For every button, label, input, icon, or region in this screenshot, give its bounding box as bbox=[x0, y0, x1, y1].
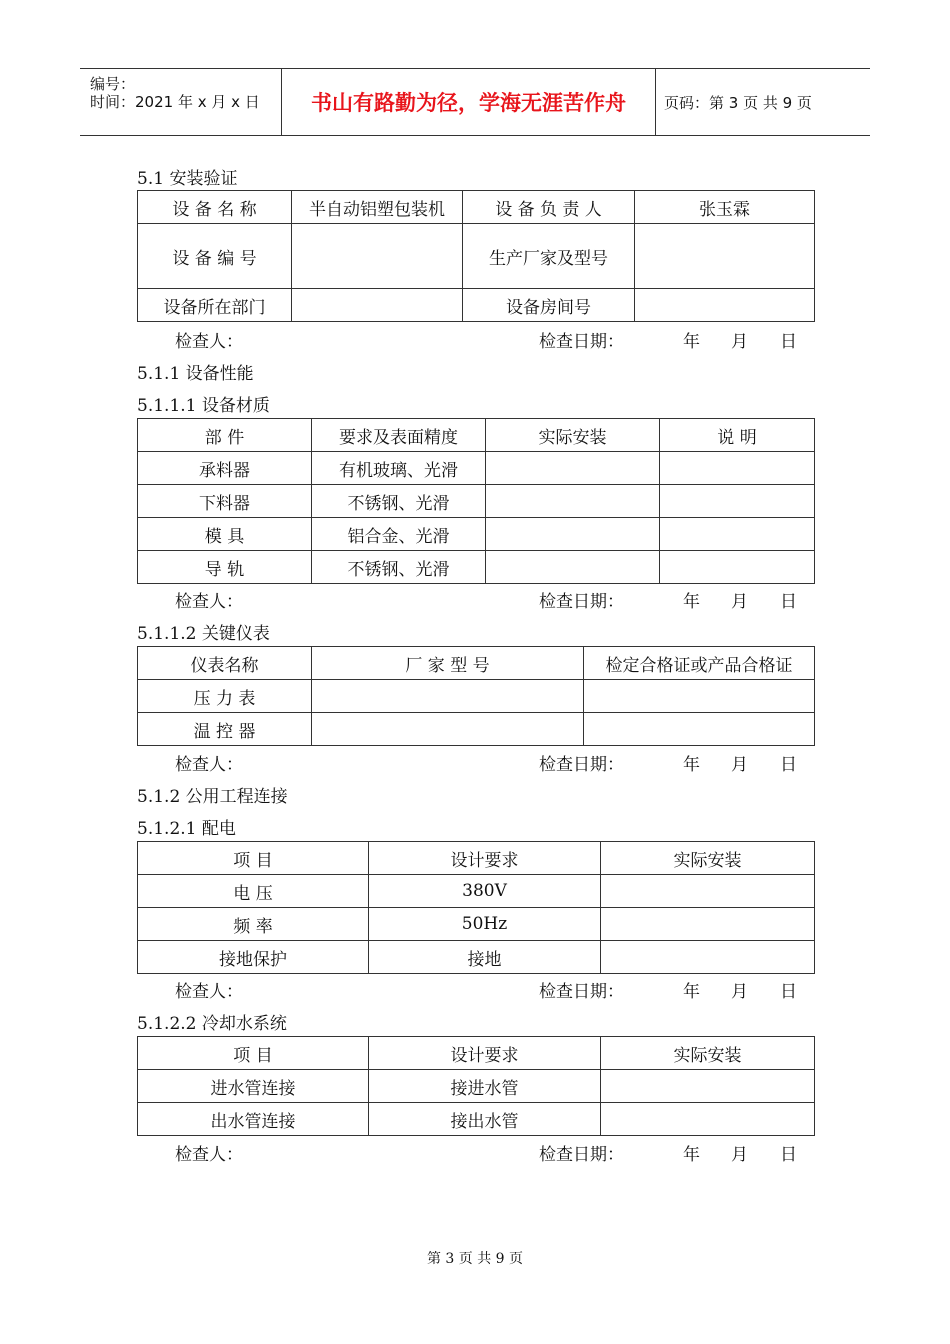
time-label: 时间：2021 年 x 月 x 日 bbox=[90, 93, 260, 111]
table-cell: 模 具 bbox=[138, 518, 312, 551]
inspection-date-label: 检查日期： bbox=[539, 1145, 624, 1165]
table-cell bbox=[601, 941, 815, 974]
table-cell: 接地保护 bbox=[138, 941, 369, 974]
table-cell: 生产厂家及型号 bbox=[463, 224, 635, 289]
month-label: 月 bbox=[731, 755, 748, 775]
table-cell bbox=[486, 518, 660, 551]
inspector-label: 检查人： bbox=[175, 332, 243, 352]
inspector-line bbox=[137, 977, 814, 1002]
table-cell bbox=[312, 713, 584, 746]
table-cell bbox=[601, 1070, 815, 1103]
table-cell bbox=[635, 224, 815, 289]
page-header bbox=[80, 68, 870, 136]
inspector-label: 检查人： bbox=[175, 592, 243, 612]
section-title-5-1-2-1: 5.1.2.1 配电 bbox=[137, 819, 236, 839]
table-cell: 半自动铝塑包装机 bbox=[292, 191, 463, 224]
table-row bbox=[138, 1070, 815, 1103]
table-cell: 接进水管 bbox=[369, 1070, 601, 1103]
section-title-5-1: 5.1 安装验证 bbox=[137, 169, 238, 189]
table-cell: 接出水管 bbox=[369, 1103, 601, 1136]
table-header-row bbox=[138, 647, 815, 680]
table-cell: 压 力 表 bbox=[138, 680, 312, 713]
instrument-table bbox=[137, 646, 815, 746]
year-label: 年 bbox=[683, 1145, 700, 1165]
table-row bbox=[138, 908, 815, 941]
table-cell bbox=[601, 875, 815, 908]
table-header-cell: 项 目 bbox=[138, 1037, 369, 1070]
table-cell: 设 备 名 称 bbox=[138, 191, 292, 224]
number-label: 编号： bbox=[90, 75, 136, 93]
table-cell bbox=[635, 289, 815, 322]
table-row bbox=[138, 289, 815, 322]
table-cell bbox=[601, 1103, 815, 1136]
day-label: 日 bbox=[780, 982, 797, 1002]
table-header-row bbox=[138, 842, 815, 875]
inspector-line bbox=[137, 327, 814, 352]
table-cell: 380V bbox=[369, 875, 601, 908]
table-header-cell: 说 明 bbox=[660, 419, 815, 452]
month-label: 月 bbox=[731, 592, 748, 612]
table-cell: 频 率 bbox=[138, 908, 369, 941]
section-title-5-1-2: 5.1.2 公用工程连接 bbox=[137, 787, 288, 807]
table-cell: 不锈钢、光滑 bbox=[312, 485, 486, 518]
day-label: 日 bbox=[780, 1145, 797, 1165]
table-header-cell: 实际安装 bbox=[486, 419, 660, 452]
table-cell bbox=[584, 713, 815, 746]
inspector-line bbox=[137, 750, 814, 775]
table-cell: 温 控 器 bbox=[138, 713, 312, 746]
table-cell: 有机玻璃、光滑 bbox=[312, 452, 486, 485]
table-cell bbox=[601, 908, 815, 941]
inspector-label: 检查人： bbox=[175, 1145, 243, 1165]
month-label: 月 bbox=[731, 332, 748, 352]
table-header-cell: 设计要求 bbox=[369, 1037, 601, 1070]
table-cell bbox=[660, 485, 815, 518]
table-cell: 不锈钢、光滑 bbox=[312, 551, 486, 584]
table-header-cell: 检定合格证或产品合格证 bbox=[584, 647, 815, 680]
table-cell bbox=[292, 224, 463, 289]
day-label: 日 bbox=[780, 332, 797, 352]
header-meta bbox=[80, 69, 282, 135]
header-page-info: 页码：第 3 页 共 9 页 bbox=[664, 93, 812, 112]
table-row bbox=[138, 680, 815, 713]
year-label: 年 bbox=[683, 592, 700, 612]
table-header-row bbox=[138, 419, 815, 452]
table-cell bbox=[660, 551, 815, 584]
month-label: 月 bbox=[731, 1145, 748, 1165]
table-cell bbox=[486, 551, 660, 584]
day-label: 日 bbox=[780, 592, 797, 612]
table-row bbox=[138, 713, 815, 746]
table-cell bbox=[312, 680, 584, 713]
page-footer: 第 3 页 共 9 页 bbox=[426, 1251, 524, 1267]
table-header-cell: 项 目 bbox=[138, 842, 369, 875]
table-header-cell: 要求及表面精度 bbox=[312, 419, 486, 452]
table-row bbox=[138, 875, 815, 908]
section-title-5-1-1-2: 5.1.1.2 关键仪表 bbox=[137, 624, 270, 644]
table-cell: 出水管连接 bbox=[138, 1103, 369, 1136]
year-label: 年 bbox=[683, 755, 700, 775]
table-header-cell: 厂 家 型 号 bbox=[312, 647, 584, 680]
table-cell: 设备房间号 bbox=[463, 289, 635, 322]
inspection-date-label: 检查日期： bbox=[539, 755, 624, 775]
table-cell: 下料器 bbox=[138, 485, 312, 518]
table-cell bbox=[660, 452, 815, 485]
inspection-date-label: 检查日期： bbox=[539, 982, 624, 1002]
material-table bbox=[137, 418, 815, 584]
table-row bbox=[138, 1103, 815, 1136]
table-cell: 设 备 编 号 bbox=[138, 224, 292, 289]
section-title-5-1-1: 5.1.1 设备性能 bbox=[137, 364, 254, 384]
inspector-line bbox=[137, 1140, 814, 1165]
table-cell: 接地 bbox=[369, 941, 601, 974]
table-row bbox=[138, 551, 815, 584]
table-row bbox=[138, 191, 815, 224]
table-header-cell: 仪表名称 bbox=[138, 647, 312, 680]
table-cell: 50Hz bbox=[369, 908, 601, 941]
table-cell bbox=[486, 485, 660, 518]
equipment-info-table bbox=[137, 190, 815, 322]
year-label: 年 bbox=[683, 982, 700, 1002]
table-header-cell: 设计要求 bbox=[369, 842, 601, 875]
table-cell: 铝合金、光滑 bbox=[312, 518, 486, 551]
day-label: 日 bbox=[780, 755, 797, 775]
header-motto: 书山有路勤为径，学海无涯苦作舟 bbox=[282, 69, 656, 135]
table-row bbox=[138, 941, 815, 974]
table-cell: 设备所在部门 bbox=[138, 289, 292, 322]
inspector-label: 检查人： bbox=[175, 755, 243, 775]
table-cell bbox=[660, 518, 815, 551]
power-table bbox=[137, 841, 815, 974]
section-title-5-1-2-2: 5.1.2.2 冷却水系统 bbox=[137, 1014, 287, 1034]
table-cell: 电 压 bbox=[138, 875, 369, 908]
table-header-cell: 实际安装 bbox=[601, 842, 815, 875]
table-row bbox=[138, 452, 815, 485]
table-cell bbox=[584, 680, 815, 713]
year-label: 年 bbox=[683, 332, 700, 352]
table-header-cell: 实际安装 bbox=[601, 1037, 815, 1070]
table-row bbox=[138, 518, 815, 551]
section-title-5-1-1-1: 5.1.1.1 设备材质 bbox=[137, 396, 270, 416]
inspection-date-label: 检查日期： bbox=[539, 332, 624, 352]
cooling-water-table bbox=[137, 1036, 815, 1136]
table-cell bbox=[486, 452, 660, 485]
inspector-line bbox=[137, 587, 814, 612]
table-cell: 承料器 bbox=[138, 452, 312, 485]
table-cell: 进水管连接 bbox=[138, 1070, 369, 1103]
inspection-date-label: 检查日期： bbox=[539, 592, 624, 612]
table-cell bbox=[292, 289, 463, 322]
table-cell: 导 轨 bbox=[138, 551, 312, 584]
table-header-cell: 部 件 bbox=[138, 419, 312, 452]
table-row bbox=[138, 485, 815, 518]
table-cell: 设 备 负 责 人 bbox=[463, 191, 635, 224]
table-row bbox=[138, 224, 815, 289]
table-header-row bbox=[138, 1037, 815, 1070]
table-cell: 张玉霖 bbox=[635, 191, 815, 224]
month-label: 月 bbox=[731, 982, 748, 1002]
inspector-label: 检查人： bbox=[175, 982, 243, 1002]
